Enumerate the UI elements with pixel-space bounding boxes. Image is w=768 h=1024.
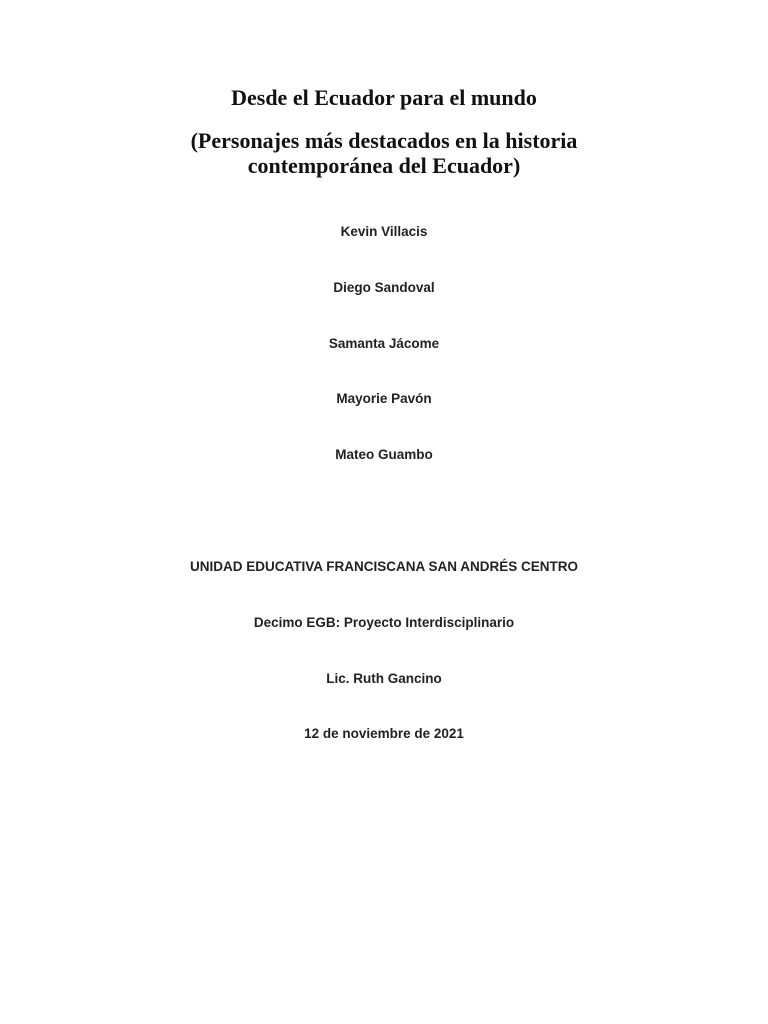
- author-name: Kevin Villacis: [340, 224, 428, 239]
- course-name: Decimo EGB: Proyecto Interdisciplinario: [253, 615, 515, 630]
- author-name: Samanta Jácome: [328, 336, 440, 351]
- document-subtitle: (Personajes más destacados en la historia contemporánea del Ecuador): [190, 128, 578, 178]
- author-name: Mayorie Pavón: [336, 391, 432, 406]
- author-name: Mateo Guambo: [335, 447, 433, 462]
- document-date: 12 de noviembre de 2021: [304, 726, 464, 741]
- document-title: Desde el Ecuador para el mundo: [231, 85, 537, 110]
- institution-name: UNIDAD EDUCATIVA FRANCISCANA SAN ANDRÉS CENTRO: [190, 559, 578, 574]
- teacher-name: Lic. Ruth Gancino: [326, 671, 442, 686]
- author-name: Diego Sandoval: [333, 280, 435, 295]
